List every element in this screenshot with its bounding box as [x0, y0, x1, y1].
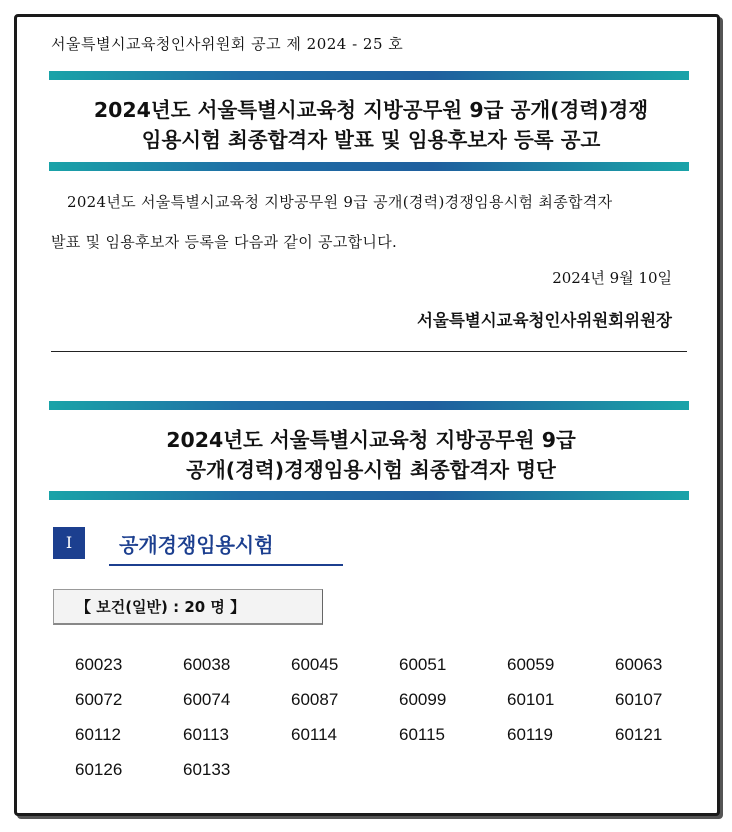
- candidate-number: 60119: [507, 725, 554, 744]
- candidate-number: 60087: [291, 690, 339, 709]
- section-number-badge: I: [53, 527, 85, 559]
- candidate-number: 60115: [399, 725, 446, 744]
- candidate-number: 60107: [615, 690, 663, 709]
- section-divider: [51, 351, 687, 352]
- announcement-date: 2024년 9월 10일: [552, 269, 672, 287]
- candidate-number: 60101: [507, 690, 555, 709]
- notice-number: 서울특별시교육청인사위원회 공고 제 2024 - 25 호: [51, 35, 404, 53]
- candidate-number: 60038: [183, 655, 231, 674]
- candidate-number: 60126: [75, 760, 123, 779]
- roster-title-line1: 2024년도 서울특별시교육청 지방공무원 9급: [166, 428, 576, 452]
- roster-top-bar: [49, 401, 689, 410]
- announcement-title-line2: 임용시험 최종합격자 발표 및 임용후보자 등록 공고: [141, 128, 601, 152]
- candidate-number: 60121: [615, 725, 663, 744]
- title-top-bar: [49, 71, 689, 80]
- candidate-number: 60045: [291, 655, 339, 674]
- candidate-number: 60023: [75, 655, 123, 674]
- announcement-title-line1: 2024년도 서울특별시교육청 지방공무원 9급 공개(경력)경쟁: [93, 98, 649, 122]
- candidate-number: 60133: [183, 760, 231, 779]
- document-frame: [14, 14, 720, 816]
- candidate-number: 60113: [183, 725, 230, 744]
- title-bottom-bar: [49, 162, 689, 171]
- candidate-number: 60114: [291, 725, 338, 744]
- candidate-number: 60099: [399, 690, 447, 709]
- candidate-number: 60051: [399, 655, 447, 674]
- roster-title-line2: 공개(경력)경쟁임용시험 최종합격자 명단: [186, 458, 556, 482]
- candidate-number: 60072: [75, 690, 123, 709]
- candidate-number: 60059: [507, 655, 555, 674]
- section-title: 공개경쟁임용시험: [109, 529, 343, 566]
- category-label: 【 보건(일반) : 20 명 】: [53, 589, 323, 625]
- roster-bottom-bar: [49, 491, 689, 500]
- candidate-number: 60063: [615, 655, 663, 674]
- announcement-body-line2: 발표 및 임용후보자 등록을 다음과 같이 공고합니다.: [51, 233, 398, 251]
- candidate-number: 60074: [183, 690, 231, 709]
- candidate-number: 60112: [75, 725, 122, 744]
- announcement-signer: 서울특별시교육청인사위원회위원장: [416, 311, 672, 330]
- candidate-number-grid: [75, 653, 675, 782]
- announcement-body-line1: 2024년도 서울특별시교육청 지방공무원 9급 공개(경력)경쟁임용시험 최종합격자: [67, 193, 613, 211]
